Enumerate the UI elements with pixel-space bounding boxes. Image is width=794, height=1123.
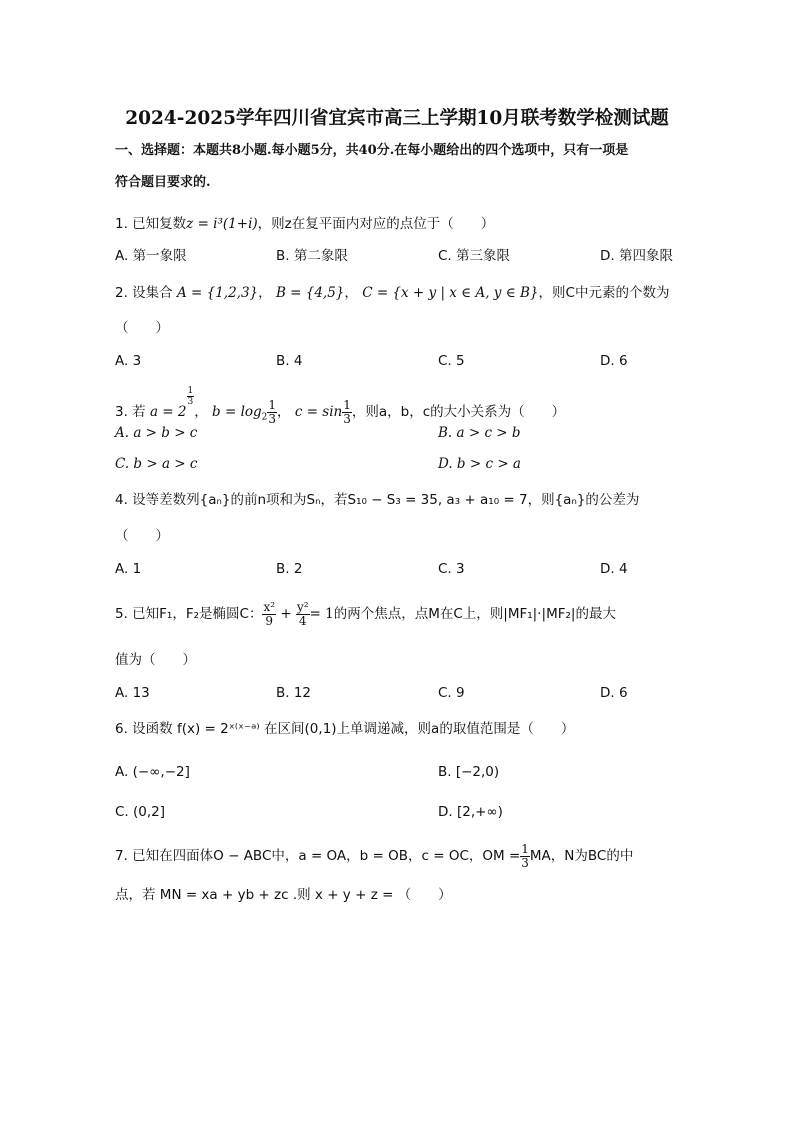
q3-option-b[interactable]: B. a > c > b bbox=[438, 425, 521, 441]
q5-line2: 值为（ ） bbox=[115, 652, 196, 668]
q3-a-exponent: $\frac{1}{3}$ bbox=[187, 386, 194, 407]
question-1 bbox=[115, 214, 494, 234]
q7-line2: 点，若 MN = xa + yb + zc .则 x + y + z = （ ） bbox=[115, 887, 452, 903]
page-title: 2024-2025学年四川省宜宾市高三上学期10月联考数学检测试题 bbox=[125, 108, 669, 129]
q3-option-a[interactable]: A. a > b > c bbox=[115, 425, 198, 441]
q5-prefix: 5. 已知F₁，F₂是椭圆C： bbox=[115, 606, 263, 622]
q5-fraction-y: $\frac{\text{y²}}{4}$ bbox=[296, 599, 309, 628]
q2-option-c[interactable]: C. 5 bbox=[438, 353, 465, 369]
q1-option-b[interactable]: B. 第二象限 bbox=[276, 248, 348, 264]
q2-option-d[interactable]: D. 6 bbox=[600, 353, 628, 369]
q3-b-base: 2 bbox=[261, 412, 268, 423]
question-4: 4. 设等差数列{aₙ}的前n项和为Sₙ，若S₁₀ − S₃ = 35, a₃ + a₁₀ = 7，则{aₙ}的公差为 bbox=[115, 492, 640, 508]
q5-fraction-x: $\frac{\text{x²}}{9}$ bbox=[263, 599, 276, 628]
q3-prefix: 3. 若 bbox=[115, 404, 146, 420]
q2-set-c: C = {x + y | x ∈ A, y ∈ B} bbox=[362, 285, 539, 301]
q3-suffix: ，则a，b，c的大小关系为（ ） bbox=[351, 404, 566, 420]
q1-option-a[interactable]: A. 第一象限 bbox=[115, 248, 187, 264]
q2-option-a[interactable]: A. 3 bbox=[115, 353, 142, 369]
q2-option-b[interactable]: B. 4 bbox=[276, 353, 303, 369]
q3-option-c[interactable]: C. b > a > c bbox=[115, 456, 198, 472]
question-3: 3. 若 a = 2 $\frac{1}{3}$ ， $b = \log_2$ $\frac{1}{3}$ ， c = sin $\frac{1}{3}$ ，则a，b，c的大小关系为（ ） bbox=[115, 386, 566, 426]
q5-option-b[interactable]: B. 12 bbox=[276, 685, 312, 701]
section-heading-line2: 符合题目要求的. bbox=[115, 175, 211, 190]
q4-option-a[interactable]: A. 1 bbox=[115, 561, 142, 577]
q3-b: b = log bbox=[212, 404, 262, 420]
q1-prefix: 1. 已知复数 bbox=[115, 216, 187, 232]
q2-set-a: A = {1,2,3} bbox=[176, 285, 259, 301]
q5-equals: = 1 bbox=[309, 606, 334, 622]
q5-suffix: 的两个焦点，点M在C上，则|MF₁|·|MF₂|的最大 bbox=[333, 606, 616, 622]
q1-math: z = i³(1+i) bbox=[186, 216, 258, 232]
q5-option-d[interactable]: D. 6 bbox=[600, 685, 628, 701]
question-2: 2. 设集合 A = {1,2,3}， B = {4,5}， C = {x + y | x ∈ A, y ∈ B}，则C中元素的个数为 bbox=[115, 285, 670, 301]
q4-option-c[interactable]: C. 3 bbox=[438, 561, 465, 577]
q3-c-fraction: $\frac{1}{3}$ bbox=[343, 397, 351, 426]
q7-line1a: 7. 已知在四面体O − ABC中，a = OA，b = OB，c = OC，OM = bbox=[115, 848, 521, 864]
q7-fraction: $\frac{1}{3}$ bbox=[521, 841, 529, 870]
q2-set-b: B = {4,5} bbox=[275, 285, 345, 301]
q3-option-d[interactable]: D. b > c > a bbox=[438, 456, 521, 472]
q6-option-b[interactable]: B. [−2,0) bbox=[438, 764, 500, 780]
question-7 bbox=[115, 838, 633, 874]
q1-suffix: ，则z在复平面内对应的点位于（ ） bbox=[257, 216, 495, 232]
q6-option-a[interactable]: A. (−∞,−2] bbox=[115, 764, 190, 780]
q7-line1b: MA，N为BC的中 bbox=[529, 848, 634, 864]
q3-c: c = sin bbox=[294, 404, 343, 420]
q4-option-b[interactable]: B. 2 bbox=[276, 561, 303, 577]
question-5: 5. 已知F₁，F₂是椭圆C： $\frac{\text{x²}}{9}$ + $\frac{\text{y²}}{4}$ = 1的两个焦点，点M在C上，则|MF₁|·|MF₂|的最大 bbox=[115, 599, 616, 628]
q1-option-c[interactable]: C. 第三象限 bbox=[438, 248, 511, 264]
q6-option-c[interactable]: C. (0,2] bbox=[115, 804, 166, 820]
q5-option-c[interactable]: C. 9 bbox=[438, 685, 465, 701]
q2-suffix: ，则C中元素的个数为 bbox=[538, 285, 670, 301]
q4-paren: （ ） bbox=[115, 528, 169, 544]
q1-option-d[interactable]: D. 第四象限 bbox=[600, 248, 673, 264]
q4-option-d[interactable]: D. 4 bbox=[600, 561, 628, 577]
q3-b-fraction: $\frac{1}{3}$ bbox=[268, 397, 277, 426]
q3-a: a = 2 bbox=[149, 404, 187, 420]
q6-option-d[interactable]: D. [2,+∞) bbox=[438, 804, 503, 820]
question-6: 6. 设函数 f(x) = 2ˣ⁽ˣ⁻ᵃ⁾ 在区间(0,1)上单调递减，则a的取值范围是（ ） bbox=[115, 721, 575, 737]
section-heading-line1: 一、选择题：本题共8小题.每小题5分，共40分.在每小题给出的四个选项中，只有一项是 bbox=[115, 143, 629, 158]
q2-prefix: 2. 设集合 bbox=[115, 285, 173, 301]
q2-paren: （ ） bbox=[115, 320, 169, 336]
q5-option-a[interactable]: A. 13 bbox=[115, 685, 150, 701]
